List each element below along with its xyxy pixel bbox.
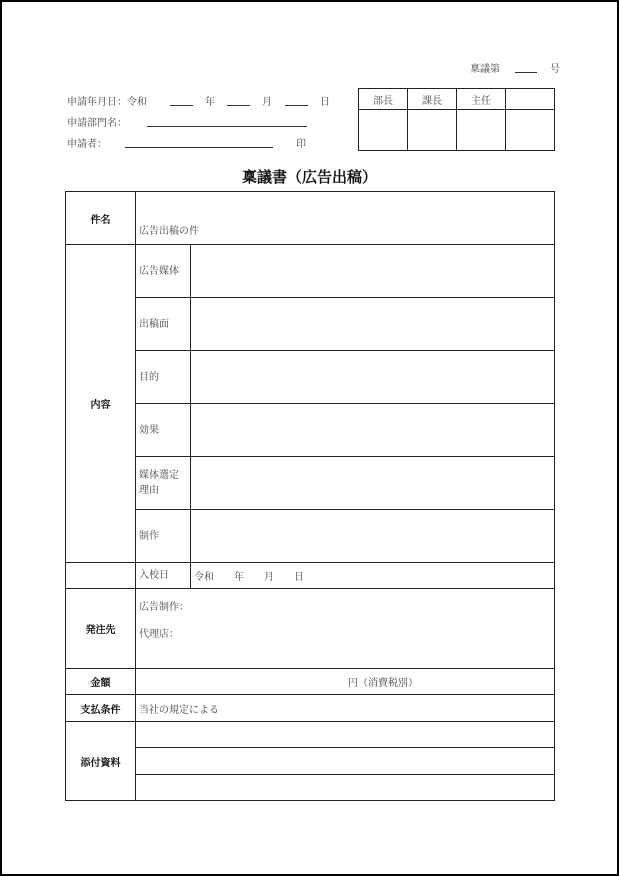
content-placement-label: 出稿面 (136, 298, 191, 351)
approval-stamp-grid (358, 88, 555, 151)
deadline-blank (66, 563, 136, 589)
order-field[interactable] (136, 589, 555, 669)
day-line (285, 105, 308, 106)
content-media-field[interactable] (191, 245, 555, 298)
department-label: 申請部門名： (67, 118, 127, 129)
subject-field[interactable] (136, 192, 555, 245)
content-label: 内容 (66, 245, 136, 563)
stamp-box-director[interactable] (359, 110, 408, 151)
attachment-row-1[interactable] (136, 722, 555, 748)
content-selection-reason-field[interactable] (191, 457, 555, 510)
content-production-label: 制作 (136, 510, 191, 563)
stamp-header-director: 部長 (359, 89, 408, 110)
stamp-box-blank[interactable] (506, 110, 555, 151)
content-effect-field[interactable] (191, 404, 555, 457)
payment-label: 支払条件 (66, 695, 136, 722)
deadline-label: 入校日 (136, 563, 191, 589)
amount-value: 円（消費税別） (348, 678, 418, 689)
department-line (147, 126, 307, 127)
year-label: 年 (205, 97, 215, 108)
stamp-header-chief: 主任 (457, 89, 506, 110)
content-effect-label: 効果 (136, 404, 191, 457)
application-date-label: 申請年月日：令和 (67, 97, 147, 108)
month-line (227, 105, 250, 106)
applicant-line (125, 147, 273, 148)
subject-label: 件名 (66, 192, 136, 245)
stamp-box-chief[interactable] (457, 110, 506, 151)
content-production-field[interactable] (191, 510, 555, 563)
order-agency: 代理店： (139, 629, 179, 640)
payment-field[interactable] (136, 695, 555, 722)
month-label: 月 (262, 97, 272, 108)
approval-form (65, 191, 555, 801)
deadline-field[interactable] (191, 563, 555, 589)
order-production: 広告制作： (139, 602, 189, 613)
stamp-header-blank (506, 89, 555, 110)
payment-value: 当社の規定による (139, 704, 219, 716)
content-purpose-field[interactable] (191, 351, 555, 404)
attachment-row-3[interactable] (136, 775, 555, 801)
approval-no-suffix: 号 (550, 64, 560, 75)
amount-label: 金額 (66, 669, 136, 695)
applicant-label: 申請者： (67, 139, 107, 150)
content-media-label: 広告媒体 (136, 245, 191, 298)
approval-no-line (515, 72, 537, 73)
order-label: 発注先 (66, 589, 136, 669)
content-purpose-label: 目的 (136, 351, 191, 404)
seal-mark: 印 (296, 139, 306, 150)
year-line (170, 105, 193, 106)
deadline-value: 令和 年 月 日 (194, 572, 304, 583)
content-placement-field[interactable] (191, 298, 555, 351)
stamp-box-manager[interactable] (408, 110, 457, 151)
amount-field[interactable] (136, 669, 555, 695)
document-title: 稟議書（広告出稿） (241, 168, 377, 186)
approval-no-label: 稟議第 (470, 64, 500, 75)
attachment-label: 添付資料 (66, 722, 136, 801)
day-label: 日 (320, 97, 330, 108)
content-selection-reason-label: 媒体選定 理由 (136, 457, 191, 510)
subject-value: 広告出稿の件 (139, 226, 199, 237)
stamp-header-manager: 課長 (408, 89, 457, 110)
attachment-row-2[interactable] (136, 748, 555, 775)
